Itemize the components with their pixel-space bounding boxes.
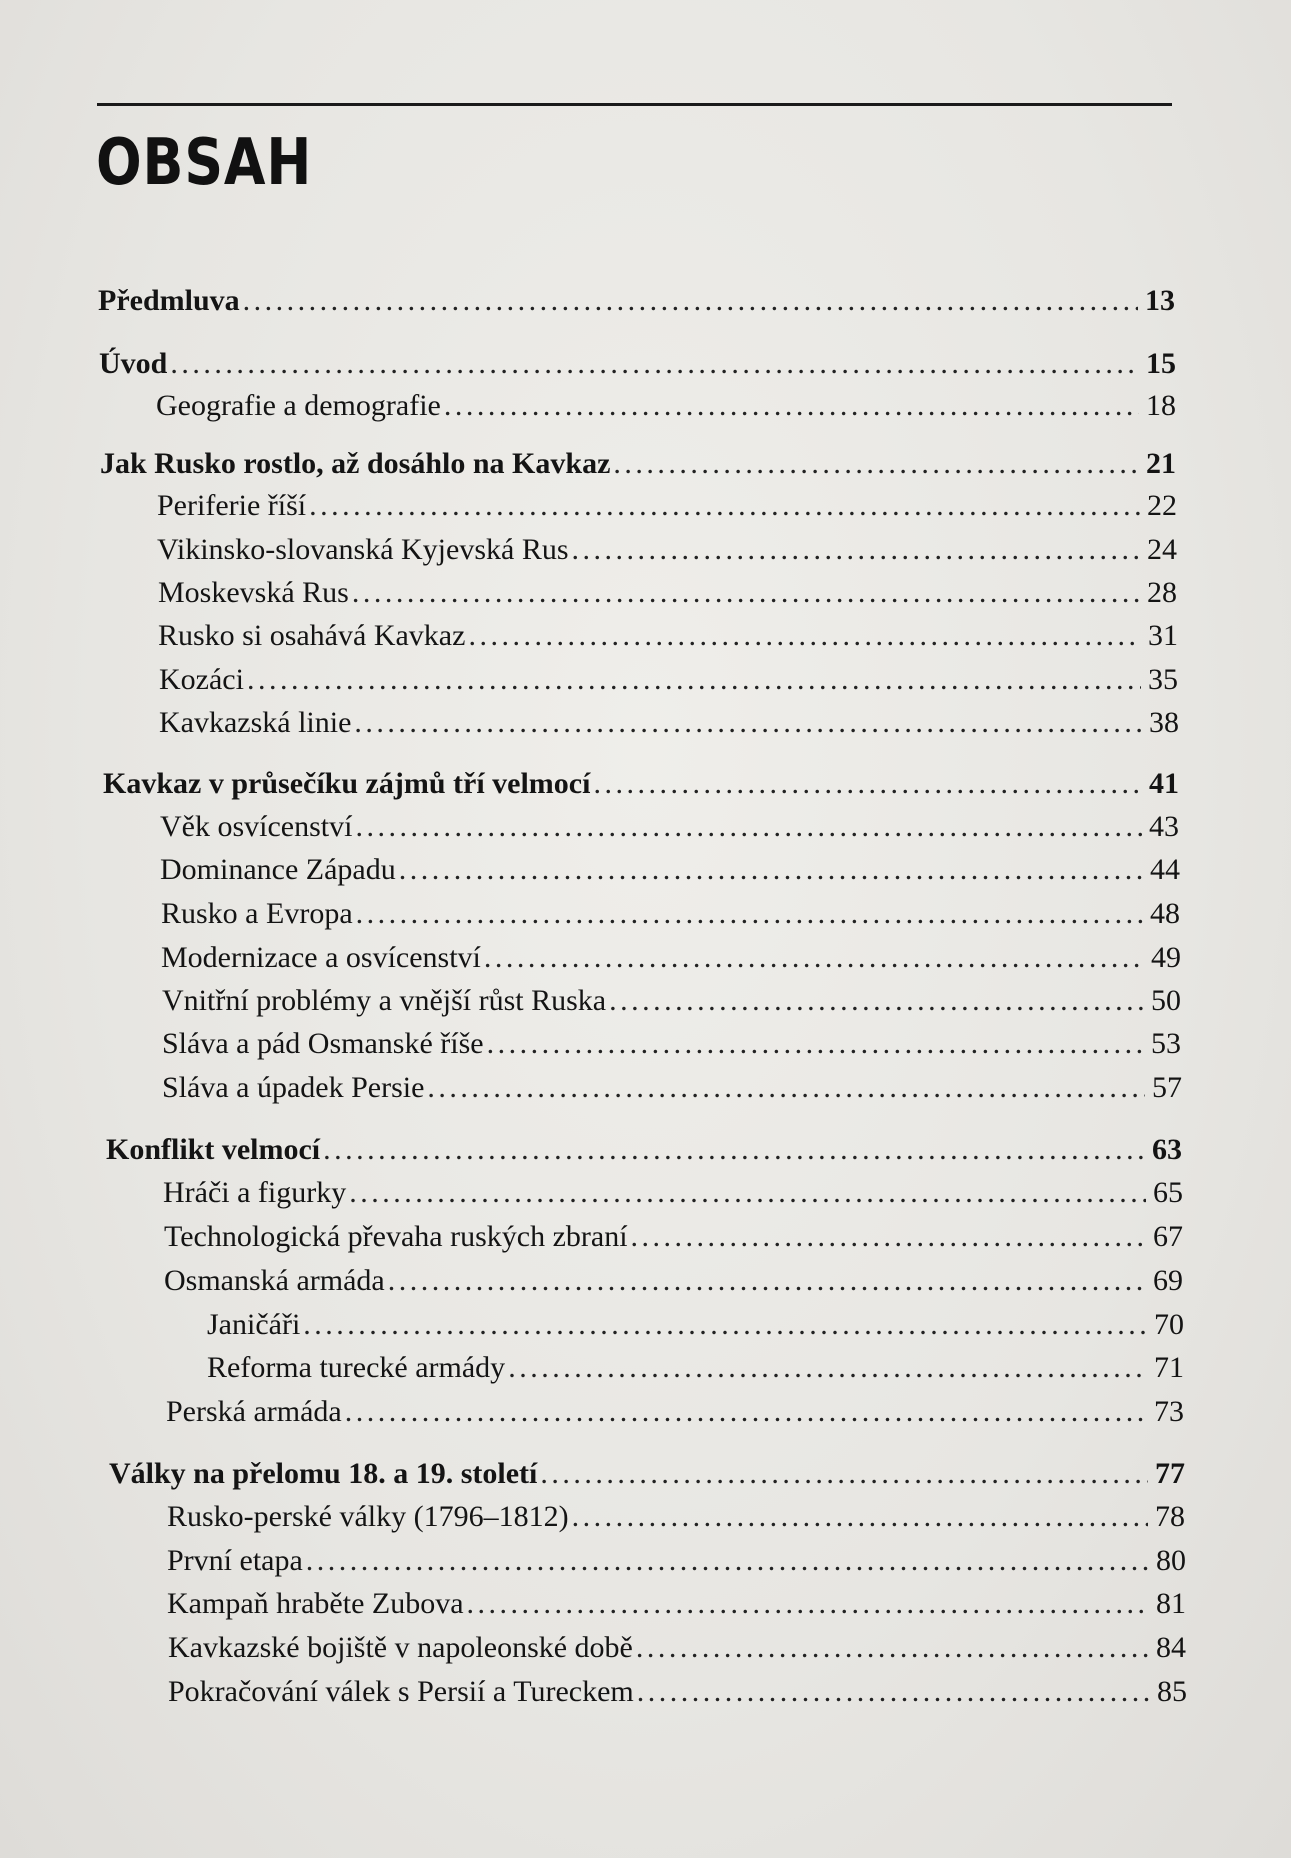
toc-entry-page-number: 78 bbox=[1155, 1500, 1185, 1533]
dot-leader bbox=[303, 1305, 1147, 1345]
toc-entry-title: Věk osvícenství bbox=[160, 810, 353, 843]
dot-leader bbox=[306, 1541, 1149, 1581]
toc-entry-title: Kavkaz v průsečíku zájmů tří velmocí bbox=[103, 767, 591, 800]
toc-section-entry bbox=[158, 573, 1177, 613]
dot-leader bbox=[323, 1130, 1145, 1170]
toc-section-entry bbox=[158, 616, 1178, 656]
toc-section-entry bbox=[156, 386, 1176, 426]
dot-leader bbox=[467, 1584, 1149, 1624]
dot-leader bbox=[354, 703, 1142, 743]
toc-entry-title: Technologická převaha ruských zbraní bbox=[164, 1220, 628, 1253]
toc-entry-title: Kampaň hraběte Zubova bbox=[167, 1587, 464, 1620]
dot-leader bbox=[540, 1454, 1148, 1494]
toc-entry-title: Kozáci bbox=[159, 663, 244, 696]
toc-section-entry bbox=[166, 1392, 1184, 1432]
toc-entry-title: Periferie říší bbox=[157, 489, 307, 522]
toc-chapter-entry bbox=[106, 1130, 1182, 1170]
toc-entry-title: Dominance Západu bbox=[160, 853, 396, 886]
toc-chapter-entry bbox=[100, 444, 1176, 484]
toc-entry-page-number: 50 bbox=[1151, 984, 1181, 1017]
toc-section-entry bbox=[161, 938, 1181, 978]
toc-section-entry bbox=[157, 530, 1177, 570]
toc-entry-title: Kavkazská linie bbox=[159, 706, 352, 739]
toc-chapter-entry bbox=[103, 764, 1179, 804]
toc-entry-page-number: 53 bbox=[1151, 1027, 1181, 1060]
toc-entry-page-number: 31 bbox=[1148, 619, 1178, 652]
toc-entry-title: Vnitřní problémy a vnější růst Ruska bbox=[162, 984, 607, 1017]
page-title: OBSAH bbox=[96, 126, 313, 200]
dot-leader bbox=[352, 573, 1140, 613]
dot-leader bbox=[484, 938, 1144, 978]
dot-leader bbox=[247, 660, 1141, 700]
toc-entry-page-number: 38 bbox=[1149, 706, 1179, 739]
toc-entry-page-number: 43 bbox=[1149, 810, 1179, 843]
toc-entry-title: Rusko-perské války (1796–1812) bbox=[167, 1500, 569, 1533]
top-rule bbox=[97, 103, 1172, 106]
toc-entry-title: Rusko si osahává Kavkaz bbox=[158, 619, 466, 652]
toc-entry-title: Hráči a figurky bbox=[163, 1176, 347, 1209]
toc-entry-page-number: 15 bbox=[1146, 347, 1176, 380]
toc-section-entry bbox=[167, 1584, 1186, 1624]
toc-entry-page-number: 67 bbox=[1153, 1220, 1183, 1253]
dot-leader bbox=[593, 764, 1142, 804]
toc-entry-page-number: 44 bbox=[1150, 853, 1180, 886]
toc-entry-title: Úvod bbox=[99, 347, 168, 380]
toc-entry-page-number: 13 bbox=[1145, 284, 1175, 317]
toc-entry-page-number: 65 bbox=[1153, 1176, 1183, 1209]
toc-entry-page-number: 35 bbox=[1148, 663, 1178, 696]
toc-entry-title: Války na přelomu 18. a 19. století bbox=[109, 1457, 538, 1490]
toc-section-entry bbox=[164, 1217, 1183, 1257]
toc-entry-page-number: 69 bbox=[1153, 1264, 1183, 1297]
dot-leader bbox=[399, 850, 1143, 890]
toc-section-entry bbox=[160, 850, 1180, 890]
dot-leader bbox=[349, 1173, 1146, 1213]
toc-entry-title: Sláva a úpadek Persie bbox=[162, 1071, 425, 1104]
toc-section-entry bbox=[157, 486, 1177, 526]
toc-section-entry bbox=[159, 660, 1178, 700]
toc-section-entry bbox=[162, 1068, 1182, 1108]
dot-leader bbox=[637, 1672, 1150, 1712]
toc-entry-page-number: 48 bbox=[1150, 897, 1180, 930]
toc-chapter-entry bbox=[98, 281, 1175, 321]
dot-leader bbox=[356, 894, 1143, 934]
dot-leader bbox=[631, 1217, 1146, 1257]
dot-leader bbox=[468, 616, 1141, 656]
toc-section-entry bbox=[207, 1348, 1184, 1388]
toc-entry-title: Rusko a Evropa bbox=[161, 897, 353, 930]
toc-section-entry bbox=[167, 1497, 1185, 1537]
dot-leader bbox=[243, 281, 1138, 321]
toc-section-entry bbox=[161, 894, 1180, 934]
toc-section-entry bbox=[159, 703, 1179, 743]
dot-leader bbox=[487, 1024, 1144, 1064]
dot-leader bbox=[345, 1392, 1147, 1432]
toc-section-entry bbox=[207, 1305, 1184, 1345]
dot-leader bbox=[636, 1628, 1149, 1668]
toc-entry-page-number: 73 bbox=[1154, 1395, 1184, 1428]
toc-entry-page-number: 81 bbox=[1156, 1587, 1186, 1620]
toc-entry-title: První etapa bbox=[167, 1544, 303, 1577]
toc-entry-title: Sláva a pád Osmanské říše bbox=[162, 1027, 484, 1060]
toc-entry-page-number: 77 bbox=[1155, 1457, 1185, 1490]
toc-section-entry bbox=[164, 1261, 1183, 1301]
toc-entry-title: Předmluva bbox=[98, 284, 240, 317]
toc-entry-title: Konflikt velmocí bbox=[106, 1133, 321, 1166]
dot-leader bbox=[355, 807, 1142, 847]
dot-leader bbox=[444, 386, 1139, 426]
dot-leader bbox=[388, 1261, 1146, 1301]
toc-entry-page-number: 24 bbox=[1147, 533, 1177, 566]
dot-leader bbox=[572, 1497, 1148, 1537]
toc-entry-page-number: 49 bbox=[1151, 941, 1181, 974]
toc-entry-page-number: 41 bbox=[1149, 767, 1179, 800]
dot-leader bbox=[170, 344, 1139, 384]
toc-entry-title: Geografie a demografie bbox=[156, 389, 441, 422]
toc-entry-title: Pokračování válek s Persií a Tureckem bbox=[168, 1675, 634, 1708]
dot-leader bbox=[572, 530, 1140, 570]
dot-leader bbox=[309, 486, 1140, 526]
dot-leader bbox=[613, 444, 1139, 484]
toc-section-entry bbox=[160, 807, 1179, 847]
toc-entry-title: Vikinsko-slovanská Kyjevská Rus bbox=[157, 533, 569, 566]
toc-entry-title: Kavkazské bojiště v napoleonské době bbox=[168, 1631, 633, 1664]
toc-section-entry bbox=[168, 1628, 1186, 1668]
toc-entry-title: Perská armáda bbox=[166, 1395, 342, 1428]
toc-section-entry bbox=[168, 1672, 1187, 1712]
toc-entry-page-number: 21 bbox=[1146, 447, 1176, 480]
toc-chapter-entry bbox=[99, 344, 1176, 384]
dot-leader bbox=[508, 1348, 1147, 1388]
toc-section-entry bbox=[167, 1541, 1186, 1581]
dot-leader bbox=[609, 981, 1144, 1021]
toc-entry-title: Moskevská Rus bbox=[158, 576, 349, 609]
toc-entry-page-number: 85 bbox=[1157, 1675, 1187, 1708]
dot-leader bbox=[427, 1068, 1145, 1108]
toc-section-entry bbox=[162, 1024, 1181, 1064]
toc-entry-page-number: 57 bbox=[1152, 1071, 1182, 1104]
toc-chapter-entry bbox=[109, 1454, 1185, 1494]
toc-entry-title: Jak Rusko rostlo, až dosáhlo na Kavkaz bbox=[100, 447, 611, 480]
toc-entry-page-number: 70 bbox=[1154, 1308, 1184, 1341]
toc-entry-page-number: 80 bbox=[1156, 1544, 1186, 1577]
toc-section-entry bbox=[163, 1173, 1183, 1213]
toc-entry-page-number: 22 bbox=[1147, 489, 1177, 522]
toc-entry-title: Modernizace a osvícenství bbox=[161, 941, 481, 974]
toc-entry-title: Reforma turecké armády bbox=[207, 1351, 506, 1384]
toc-entry-page-number: 84 bbox=[1156, 1631, 1186, 1664]
toc-entry-title: Osmanská armáda bbox=[164, 1264, 385, 1297]
toc-entry-page-number: 18 bbox=[1146, 389, 1176, 422]
toc-entry-page-number: 63 bbox=[1152, 1133, 1182, 1166]
toc-entry-page-number: 28 bbox=[1147, 576, 1177, 609]
toc-entry-title: Janičáři bbox=[207, 1308, 301, 1341]
toc-section-entry bbox=[162, 981, 1181, 1021]
toc-entry-page-number: 71 bbox=[1154, 1351, 1184, 1384]
